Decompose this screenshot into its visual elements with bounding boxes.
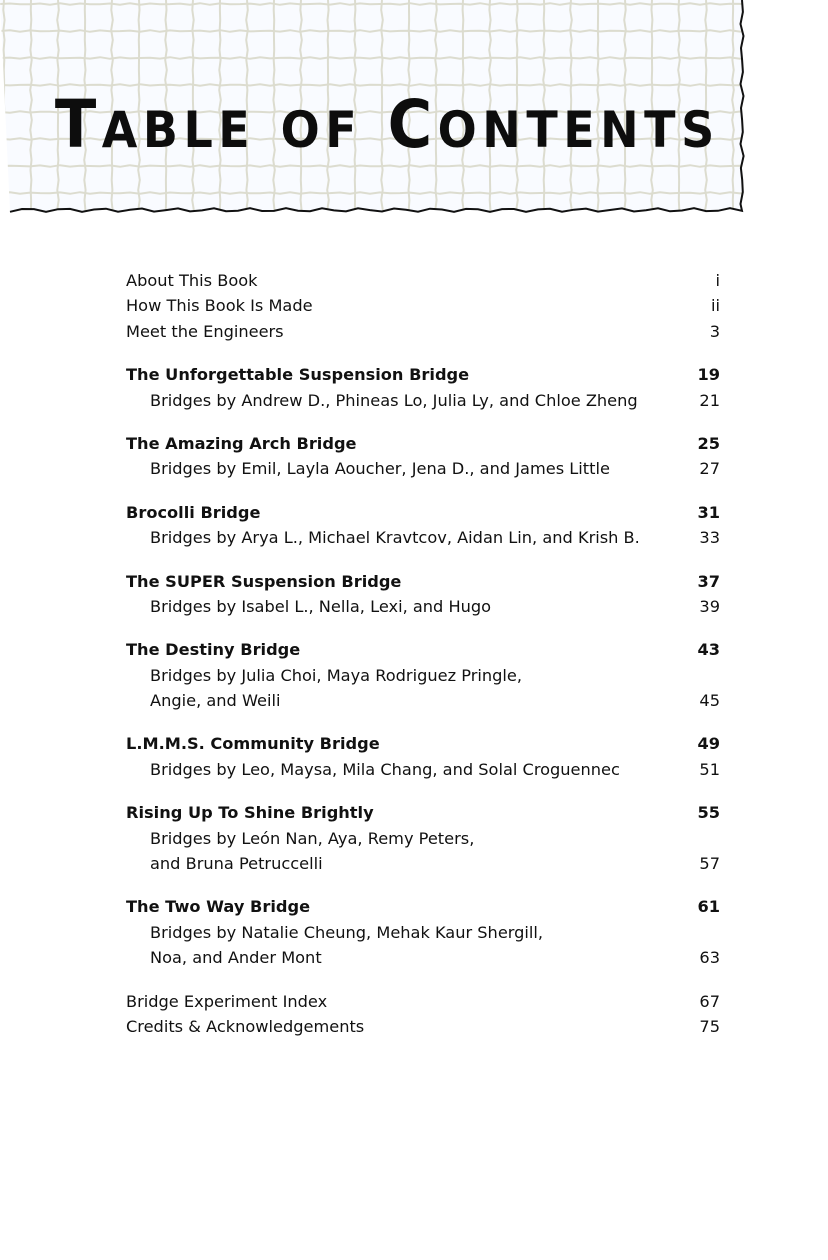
toc-subentry[interactable] <box>126 688 720 713</box>
page-title: TABLE OF CONTENTS <box>55 86 720 163</box>
chapter-title: The Amazing Arch Bridge <box>126 433 357 453</box>
grid-line-horizontal <box>0 165 750 167</box>
chapter-title: The Destiny Bridge <box>126 640 301 660</box>
subentry-label: Bridges by Natalie Cheung, Mehak Kaur Shergill, <box>150 922 544 942</box>
toc-subentry[interactable] <box>126 525 720 550</box>
grid-line-horizontal <box>0 30 750 32</box>
chapter-title: L.M.M.S. Community Bridge <box>126 734 380 754</box>
grid-line-horizontal <box>0 3 750 5</box>
subentry-label: Bridges by Julia Choi, Maya Rodriguez Pringle, <box>150 665 522 685</box>
chapter-title: Brocolli Bridge <box>126 502 261 522</box>
subentry-label: Bridges by Arya L., Michael Kravtcov, Aidan Lin, and Krish B. <box>150 528 640 548</box>
toc-page-number: 25 <box>697 433 720 453</box>
toc-subentry-line[interactable] <box>126 826 720 851</box>
toc-entry-front[interactable] <box>126 319 720 344</box>
toc-page-number: 57 <box>699 854 720 874</box>
toc-page-number: 49 <box>697 734 720 754</box>
toc-label: How This Book Is Made <box>126 296 313 316</box>
chapter-title: The Unforgettable Suspension Bridge <box>126 365 470 385</box>
subentry-label: and Bruna Petruccelli <box>150 854 323 874</box>
toc-chapter[interactable] <box>126 431 720 456</box>
toc-page-number: 67 <box>699 991 720 1011</box>
toc-label: Bridge Experiment Index <box>126 991 328 1011</box>
toc-page-number: 63 <box>699 948 720 968</box>
toc-chapter[interactable] <box>126 637 720 662</box>
table-of-contents <box>126 268 720 1039</box>
toc-page-number: 37 <box>697 571 720 591</box>
toc-subentry[interactable] <box>126 851 720 876</box>
chapter-title: Rising Up To Shine Brightly <box>126 803 374 823</box>
toc-chapter[interactable] <box>126 362 720 387</box>
toc-page-number: 21 <box>699 390 720 410</box>
grid-paper-header <box>0 0 828 230</box>
toc-chapter[interactable] <box>126 894 720 919</box>
toc-page-number: 19 <box>697 365 720 385</box>
toc-subentry[interactable] <box>126 388 720 413</box>
toc-entry-back[interactable] <box>126 1014 720 1039</box>
toc-subentry[interactable] <box>126 456 720 481</box>
toc-page-number: 39 <box>699 596 720 616</box>
toc-page-number: 61 <box>697 897 720 917</box>
toc-chapter[interactable] <box>126 800 720 825</box>
toc-page-number: 3 <box>709 321 720 341</box>
toc-label: Meet the Engineers <box>126 321 284 341</box>
subentry-label: Noa, and Ander Mont <box>150 948 322 968</box>
toc-subentry[interactable] <box>126 757 720 782</box>
toc-page-number: i <box>715 271 720 290</box>
toc-entry-back[interactable] <box>126 989 720 1014</box>
toc-subentry[interactable] <box>126 945 720 970</box>
toc-chapter[interactable] <box>126 500 720 525</box>
subentry-label: Bridges by Emil, Layla Aoucher, Jena D., and James Little <box>150 459 610 479</box>
subentry-label: Bridges by Leo, Maysa, Mila Chang, and Solal Croguennec <box>150 759 620 779</box>
grid-line-vertical <box>3 0 5 220</box>
toc-page-number: 33 <box>699 528 720 548</box>
chapter-title: The Two Way Bridge <box>126 897 311 917</box>
toc-page-number: ii <box>711 296 720 316</box>
toc-page-number: 43 <box>697 640 720 660</box>
toc-page-number: 55 <box>697 803 720 823</box>
toc-page-number: 45 <box>699 691 720 711</box>
toc-page-number: 75 <box>699 1016 720 1036</box>
grid-line-horizontal <box>0 84 750 86</box>
toc-subentry-line[interactable] <box>126 663 720 688</box>
toc-chapter[interactable] <box>126 731 720 756</box>
chapter-title: The SUPER Suspension Bridge <box>126 571 402 591</box>
toc-subentry[interactable] <box>126 594 720 619</box>
toc-subentry-line[interactable] <box>126 920 720 945</box>
toc-page-number: 51 <box>699 759 720 779</box>
toc-label: About This Book <box>126 271 258 290</box>
toc-page-number: 31 <box>697 502 720 522</box>
subentry-label: Bridges by León Nan, Aya, Remy Peters, <box>150 828 475 848</box>
toc-chapter[interactable] <box>126 569 720 594</box>
toc-entry-front[interactable] <box>126 293 720 318</box>
toc-label: Credits & Acknowledgements <box>126 1016 365 1036</box>
subentry-label: Bridges by Isabel L., Nella, Lexi, and Hugo <box>150 596 492 616</box>
toc-entry-front[interactable] <box>126 268 720 293</box>
toc-page-number: 27 <box>699 459 720 479</box>
subentry-label: Angie, and Weili <box>150 691 281 711</box>
subentry-label: Bridges by Andrew D., Phineas Lo, Julia Ly, and Chloe Zheng <box>150 390 638 410</box>
